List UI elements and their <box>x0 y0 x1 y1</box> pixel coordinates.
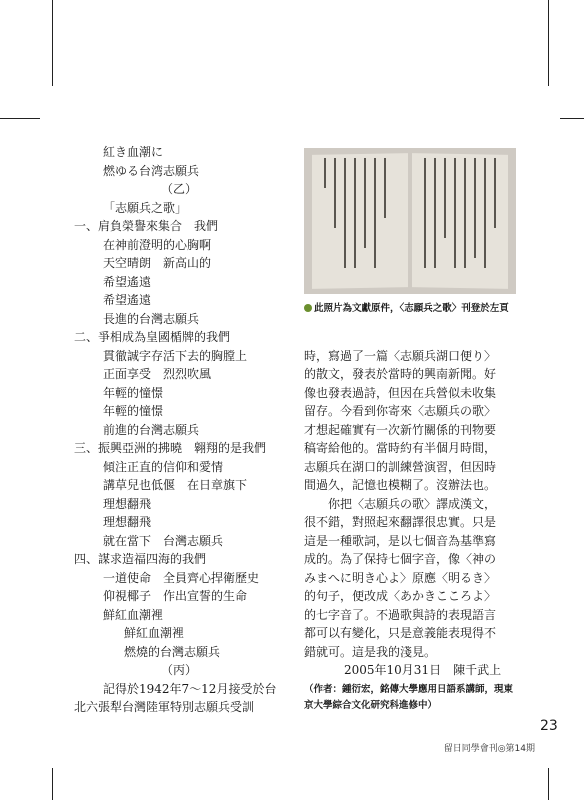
crop-mark <box>52 768 53 800</box>
text-line: 間過久，記憶也模糊了。沒辦法也。 <box>304 478 497 492</box>
author-note-line: （作者：鍾衍宏，銘傳大學應用日語系講師，現東 <box>304 684 514 695</box>
text-line: 希望遙遠 <box>103 293 152 307</box>
photo-text-column <box>424 158 426 268</box>
photo-text-column <box>484 158 486 268</box>
photo-text-column <box>494 158 496 228</box>
text-line: 志願兵在湖口的訓練營演習，但因時 <box>304 460 497 474</box>
text-line: 北六張犁台灣陸軍特別志願兵受訓 <box>74 700 255 714</box>
photo-text-column <box>384 158 386 218</box>
text-line: 年輕的憧憬 <box>103 404 164 418</box>
crop-mark <box>560 118 584 119</box>
photo-caption <box>304 300 509 314</box>
text-line: 天空晴朗 新高山的 <box>103 256 212 270</box>
text-line: 二、爭相成為皇國楯牌的我們 <box>74 330 231 344</box>
crop-mark <box>0 118 40 119</box>
photo-text-column <box>474 158 476 258</box>
text-line: 的七字音了。不過歌與詩的表現語言 <box>304 608 497 622</box>
photo-text-column <box>364 158 366 248</box>
photo-text-column <box>354 158 356 268</box>
text-line: 時，寫過了一篇〈志願兵湖口便り〉 <box>304 349 497 363</box>
text-line: 成的。為了保持七個字音，像〈神の <box>304 552 497 566</box>
text-line: 燃ゆる台湾志願兵 <box>103 164 200 178</box>
text-line: 前進的台灣志願兵 <box>103 423 200 437</box>
text-line: 你把〈志願兵の歌〉譯成漢文， <box>328 497 497 511</box>
text-line: 仰視椰子 作出宣誓的生命 <box>103 589 248 603</box>
photo-left-page <box>312 153 408 289</box>
text-line: 三、振興亞洲的拂曉 翱翔的是我們 <box>74 441 267 455</box>
text-line: 正面享受 烈烈吹風 <box>103 367 212 381</box>
text-line: 鮮紅血潮裡 <box>124 626 185 640</box>
photo-text-column <box>334 158 336 228</box>
crop-mark <box>52 0 53 86</box>
photo-text-column <box>444 158 446 238</box>
crop-mark <box>548 768 549 800</box>
text-line: 理想翻飛 <box>103 497 152 511</box>
text-line: 「志願兵之歌」 <box>103 201 188 215</box>
text-line: 才想起確實有一次新竹關係的刊物要 <box>304 423 497 437</box>
text-line: 記得於1942年7～12月接受於台 <box>103 682 277 696</box>
photo-text-column <box>434 158 436 268</box>
footer-publication: 留日同學會刊◎第14期 <box>443 744 535 754</box>
text-line: 鮮紅血潮裡 <box>103 608 164 622</box>
text-line: （乙） <box>161 182 198 196</box>
text-line: 這是一種歌詞，是以七個音為基準寫 <box>304 534 497 548</box>
text-line: 四、謀求造福四海的我們 <box>74 552 207 566</box>
text-line: 留存。今看到你寄來〈志願兵の歌〉 <box>304 404 497 418</box>
text-line: 講草兒也低偃 在日章旗下 <box>103 478 248 492</box>
photo-text-column <box>374 158 376 268</box>
photo-text-column <box>344 158 346 268</box>
document-photo <box>304 148 516 294</box>
crop-mark <box>548 0 549 86</box>
text-line: 希望遙遠 <box>103 275 152 289</box>
author-note <box>304 682 513 714</box>
text-line: 理想翻飛 <box>103 515 152 529</box>
photo-text-column <box>324 158 326 188</box>
text-line: 的句子，便改成〈あかきこころよ〉 <box>304 589 497 603</box>
text-line: 燃燒的台灣志願兵 <box>124 645 221 659</box>
signature-line: 2005年10月31日 陳千武上 <box>344 663 502 677</box>
bullet-icon <box>304 304 312 312</box>
text-line: みまへに明き心よ〉原應〈明るき〉 <box>304 571 497 585</box>
photo-caption-text: 此照片為文獻原件，〈志願兵之歌〉刊登於左頁 <box>314 303 509 314</box>
author-note-line: 京大學綜合文化研究科進修中） <box>304 700 438 711</box>
photo-text-column <box>464 158 466 268</box>
text-line: （丙） <box>161 663 198 677</box>
text-line: 傾注正直的信仰和愛情 <box>103 460 224 474</box>
text-line: 都可以有變化，只是意義能表現得不 <box>304 626 497 640</box>
text-line: 像也發表過詩，但因在兵營似未收集 <box>304 386 497 400</box>
text-line: 貫徹誠字存活下去的胸膛上 <box>103 349 248 363</box>
text-line: 就在當下 台灣志願兵 <box>103 534 224 548</box>
text-line: 很不錯，對照起來翻譯很忠實。只是 <box>304 515 497 529</box>
text-line: 紅き血潮に <box>103 145 164 159</box>
page-number: 23 <box>540 718 558 734</box>
text-line: 在神前澄明的心胸啊 <box>103 238 212 252</box>
text-line: 年輕的憧憬 <box>103 386 164 400</box>
text-line: 錯就可。這是我的淺見。 <box>304 645 437 659</box>
text-line: 長進的台灣志願兵 <box>103 312 200 326</box>
photo-text-column <box>454 158 456 268</box>
text-line: 的散文，發表於當時的興南新聞。好 <box>304 367 497 381</box>
text-line: 稿寄給他的。當時約有半個月時間， <box>304 441 497 455</box>
text-line: 一道使命 全員齊心捍衛歷史 <box>103 571 260 585</box>
text-line: 一、肩負榮譽來集合 我們 <box>74 219 219 233</box>
